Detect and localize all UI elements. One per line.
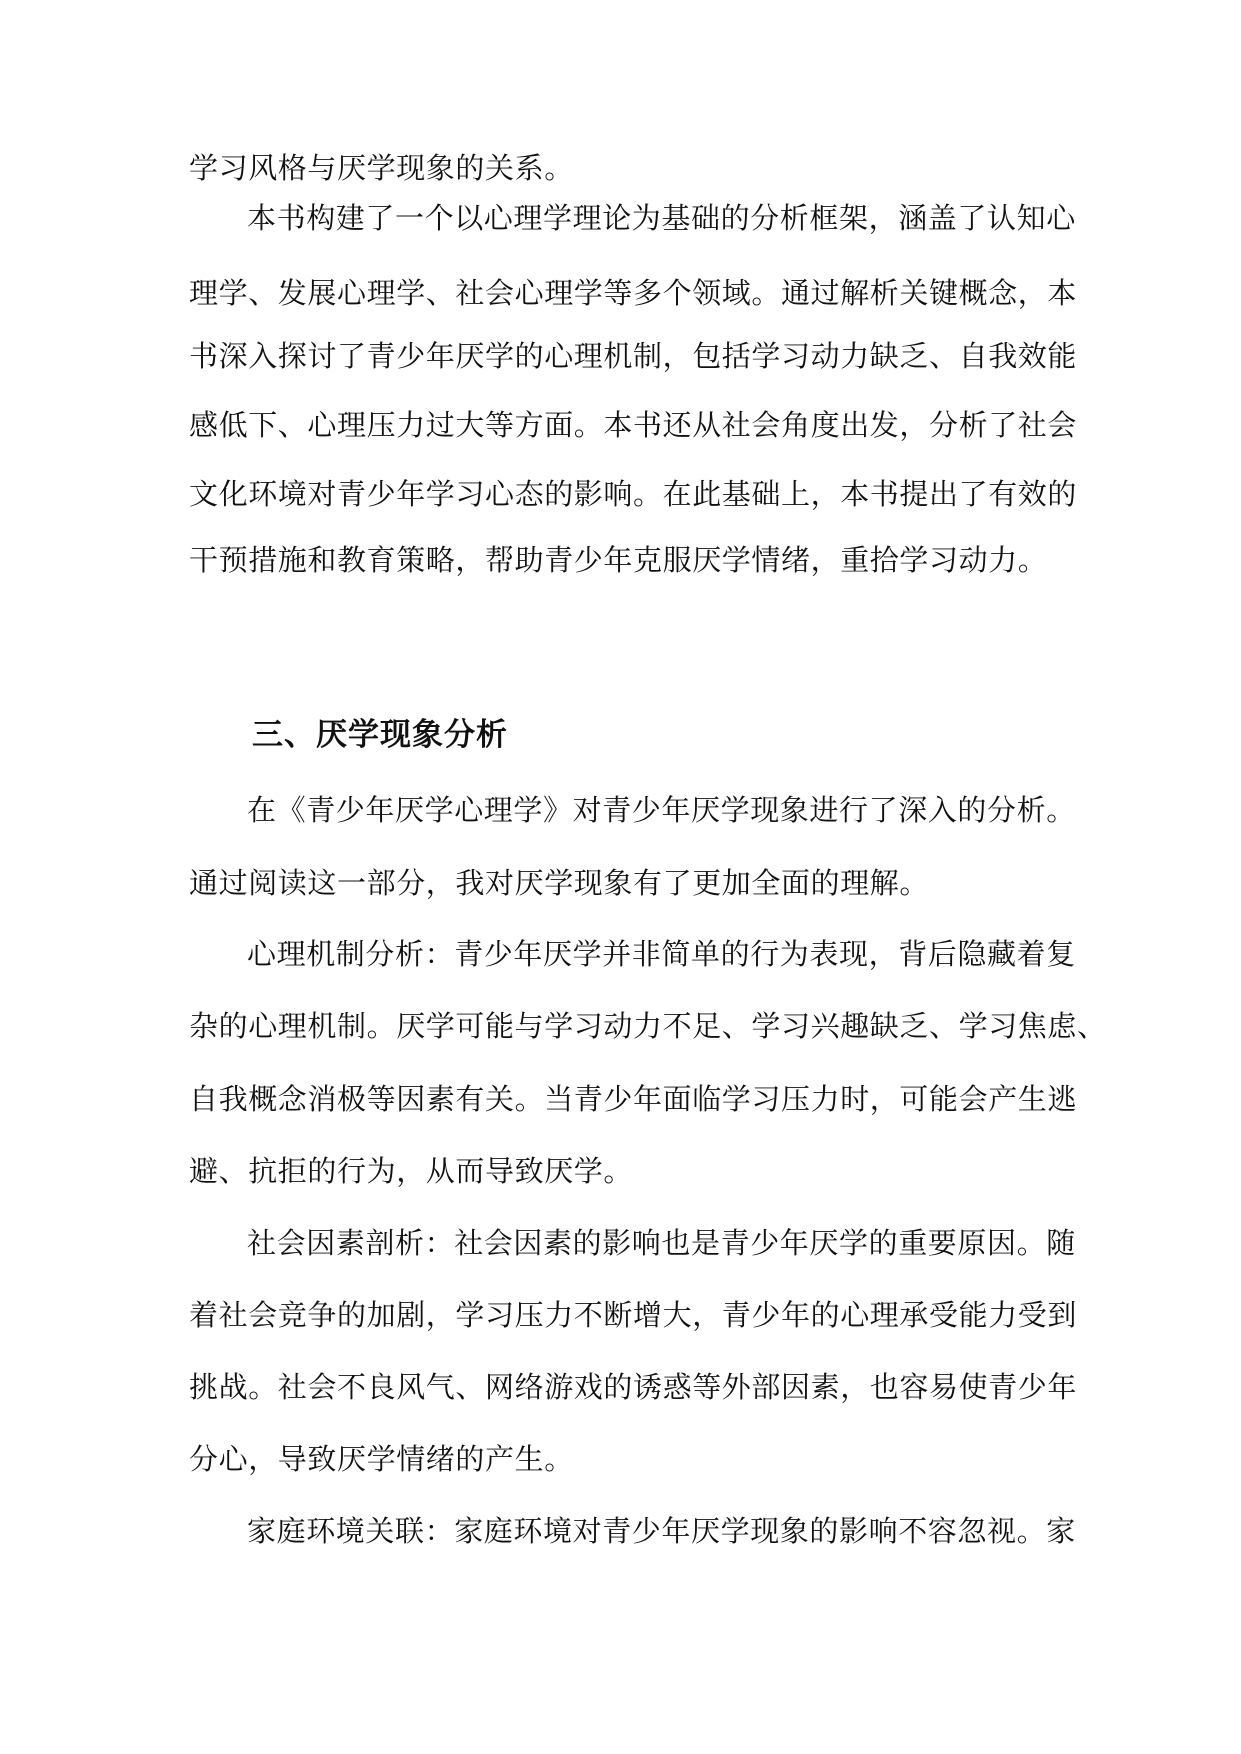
- paragraph-line: 避、抗拒的行为，从而导致厌学。: [189, 1154, 634, 1188]
- paragraph-line: 感低下、心理压力过大等方面。本书还从社会角度出发，分析了社会: [189, 408, 1078, 442]
- paragraph-line: 干预措施和教育策略，帮助青少年克服厌学情绪，重拾学习动力。: [189, 543, 1048, 577]
- paragraph-line: 文化环境对青少年学习心态的影响。在此基础上，本书提出了有效的: [189, 477, 1078, 511]
- paragraph-line: 杂的心理机制。厌学可能与学习动力不足、学习兴趣缺乏、学习焦虑、: [189, 1009, 1107, 1043]
- paragraph-line: 学习风格与厌学现象的关系。: [189, 151, 574, 185]
- paragraph-line: 着社会竞争的加剧，学习压力不断增大，青少年的心理承受能力受到: [189, 1298, 1078, 1332]
- paragraph-line: 挑战。社会不良风气、网络游戏的诱惑等外部因素，也容易使青少年: [189, 1370, 1078, 1404]
- section-heading: 三、厌学现象分析: [252, 717, 508, 753]
- paragraph-line: 家庭环境关联：家庭环境对青少年厌学现象的影响不容忽视。家: [247, 1514, 1076, 1548]
- paragraph-line: 分心，导致厌学情绪的产生。: [189, 1442, 574, 1476]
- paragraph-line: 在《青少年厌学心理学》对青少年厌学现象进行了深入的分析。: [247, 793, 1076, 827]
- paragraph-line: 本书构建了一个以心理学理论为基础的分析框架，涵盖了认知心: [247, 201, 1076, 235]
- paragraph-line: 社会因素剖析：社会因素的影响也是青少年厌学的重要原因。随: [247, 1226, 1076, 1260]
- paragraph-line: 理学、发展心理学、社会心理学等多个领域。通过解析关键概念，本: [189, 276, 1078, 310]
- paragraph-line: 书深入探讨了青少年厌学的心理机制，包括学习动力缺乏、自我效能: [189, 339, 1078, 373]
- paragraph-line: 自我概念消极等因素有关。当青少年面临学习压力时，可能会产生逃: [189, 1082, 1078, 1116]
- paragraph-line: 心理机制分析：青少年厌学并非简单的行为表现，背后隐藏着复: [247, 937, 1076, 971]
- paragraph-line: 通过阅读这一部分，我对厌学现象有了更加全面的理解。: [189, 866, 930, 900]
